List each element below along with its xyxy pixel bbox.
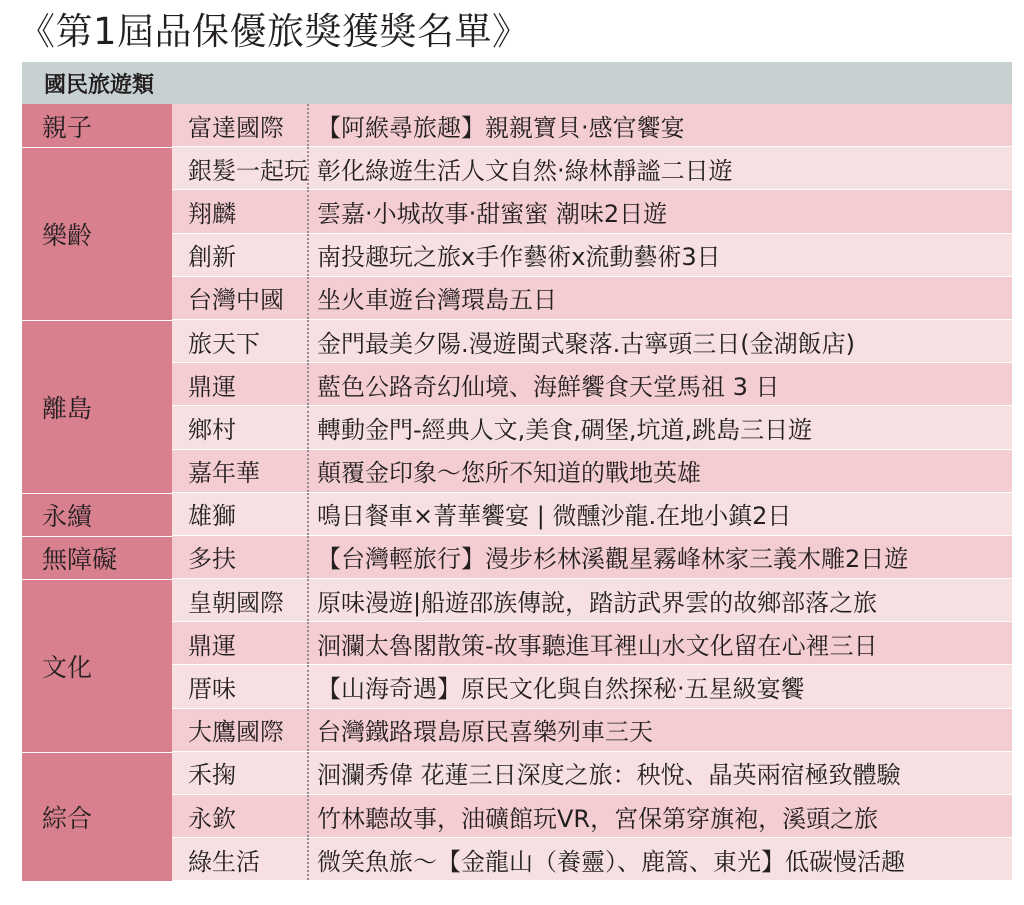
company-cell: 多扶	[172, 536, 309, 578]
category-rows	[172, 493, 1012, 536]
table-row	[172, 493, 1012, 536]
company-cell: 創新	[172, 234, 309, 276]
itinerary-cell: 藍色公路奇幻仙境、海鮮饗食天堂馬祖 3 日	[309, 363, 1012, 405]
company-cell: 大鷹國際	[172, 709, 309, 751]
category-rows	[172, 579, 1012, 752]
company-cell: 永欽	[172, 795, 309, 837]
category-group	[22, 752, 1012, 882]
table-row	[172, 752, 1012, 795]
table-row	[172, 579, 1012, 622]
table-row	[172, 406, 1012, 449]
itinerary-cell: 台灣鐵路環島原民喜樂列車三天	[309, 709, 1012, 751]
company-cell: 翔麟	[172, 190, 309, 232]
company-cell: 雄獅	[172, 493, 309, 535]
company-cell: 旅天下	[172, 320, 309, 362]
category-group	[22, 536, 1012, 579]
itinerary-cell: 顛覆金印象～您所不知道的戰地英雄	[309, 450, 1012, 492]
category-rows	[172, 104, 1012, 147]
category-label: 無障礙	[22, 536, 172, 579]
category-rows	[172, 536, 1012, 579]
itinerary-cell: 南投趣玩之旅x手作藝術x流動藝術3日	[309, 234, 1012, 276]
table-row	[172, 536, 1012, 579]
itinerary-cell: 鳴日餐車×菁華饗宴 | 微醺沙龍.在地小鎮2日	[309, 493, 1012, 535]
itinerary-cell: 洄瀾秀偉 花蓮三日深度之旅：秧悅、晶英兩宿極致體驗	[309, 752, 1012, 794]
category-group	[22, 493, 1012, 536]
company-cell: 禾掬	[172, 752, 309, 794]
category-rows	[172, 752, 1012, 882]
category-label: 綜合	[22, 752, 172, 882]
itinerary-cell: 轉動金門-經典人文,美食,碉堡,坑道,跳島三日遊	[309, 406, 1012, 448]
table-row	[172, 838, 1012, 881]
itinerary-cell: 竹林聽故事，油礦館玩VR，宮保第穿旗袍，溪頭之旅	[309, 795, 1012, 837]
company-cell: 鄉村	[172, 406, 309, 448]
category-group	[22, 104, 1012, 147]
itinerary-cell: 微笑魚旅～【金龍山（養靈）、鹿篙、東光】低碳慢活趣	[309, 838, 1012, 880]
table-row	[172, 795, 1012, 838]
table-row	[172, 709, 1012, 752]
company-cell: 銀髮一起玩	[172, 147, 309, 189]
company-cell: 厝味	[172, 665, 309, 707]
category-rows	[172, 147, 1012, 320]
table-row	[172, 665, 1012, 708]
table-row	[172, 190, 1012, 233]
company-cell: 嘉年華	[172, 450, 309, 492]
table-row	[172, 277, 1012, 320]
itinerary-cell: 【阿緱尋旅趣】親親寶貝‧感官饗宴	[309, 104, 1012, 146]
category-label: 親子	[22, 104, 172, 147]
company-cell: 台灣中國	[172, 277, 309, 319]
table-body	[22, 104, 1012, 881]
itinerary-cell: 【山海奇遇】原民文化與自然探秘‧五星級宴饗	[309, 665, 1012, 707]
category-group	[22, 147, 1012, 320]
company-cell: 鼎運	[172, 622, 309, 664]
category-label: 樂齡	[22, 147, 172, 320]
table-row	[172, 622, 1012, 665]
itinerary-cell: 【台灣輕旅行】漫步杉林溪觀星霧峰林家三義木雕2日遊	[309, 536, 1012, 578]
itinerary-cell: 金門最美夕陽.漫遊閩式聚落.古寧頭三日(金湖飯店)	[309, 320, 1012, 362]
itinerary-cell: 洄瀾太魯閣散策-故事聽進耳裡山水文化留在心裡三日	[309, 622, 1012, 664]
category-label: 文化	[22, 579, 172, 752]
category-label: 永續	[22, 493, 172, 536]
category-group	[22, 579, 1012, 752]
table-row	[172, 234, 1012, 277]
category-group	[22, 320, 1012, 493]
company-cell: 皇朝國際	[172, 579, 309, 621]
itinerary-cell: 雲嘉‧小城故事‧甜蜜蜜 潮味2日遊	[309, 190, 1012, 232]
company-cell: 富達國際	[172, 104, 309, 146]
category-rows	[172, 320, 1012, 493]
table-row	[172, 320, 1012, 363]
award-table	[22, 62, 1012, 881]
company-cell: 鼎運	[172, 363, 309, 405]
table-row	[172, 363, 1012, 406]
section-header: 國民旅遊類	[22, 62, 1012, 104]
company-cell: 綠生活	[172, 838, 309, 880]
category-label: 離島	[22, 320, 172, 493]
table-row	[172, 147, 1012, 190]
table-row	[172, 450, 1012, 493]
page-title: 《第1屆品保優旅獎獲獎名單》	[18, 10, 530, 53]
table-row	[172, 104, 1012, 147]
itinerary-cell: 彰化綠遊生活人文自然‧綠林靜謐二日遊	[309, 147, 1012, 189]
itinerary-cell: 坐火車遊台灣環島五日	[309, 277, 1012, 319]
itinerary-cell: 原味漫遊|船遊邵族傳說，踏訪武界雲的故鄉部落之旅	[309, 579, 1012, 621]
